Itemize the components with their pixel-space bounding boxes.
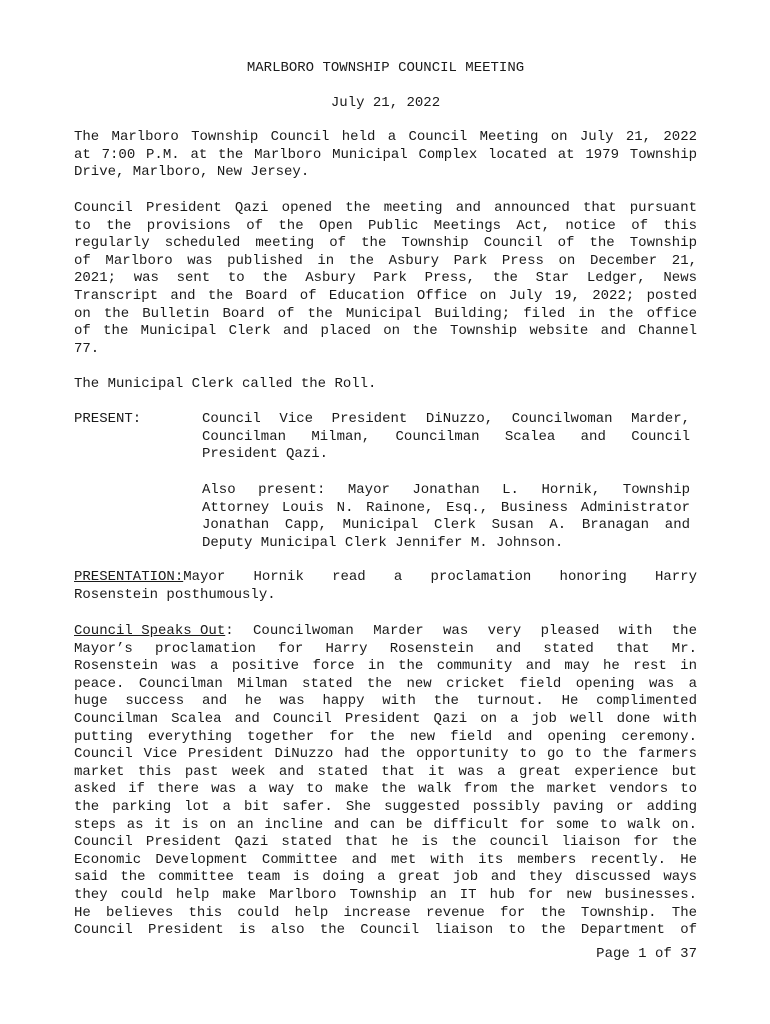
paragraph-line: 77. <box>74 340 100 357</box>
presentation-text: Mayor Hornik read a proclamation honoring Harry <box>183 569 697 585</box>
paragraph-line: peace. Councilman Milman stated the new cricket field opening was a <box>74 675 697 692</box>
paragraph-line: Drive, Marlboro, New Jersey. <box>74 164 310 181</box>
roll-call-line: The Municipal Clerk called the Roll. <box>74 376 377 392</box>
paragraph-line: said the committee team is doing a great job and they discussed ways <box>74 869 697 886</box>
paragraph-line: on the Bulletin Board of the Municipal Building; filed in the office <box>74 305 697 322</box>
paragraph-line: steps as it is on an incline and can be difficult for some to walk on. <box>74 816 697 833</box>
presentation-label: PRESENTATION: <box>74 569 184 585</box>
paragraph-line: Economic Development Committee and met with its members recently. He <box>74 851 697 868</box>
paragraph-line: of the Municipal Clerk and placed on the Township website and Channel <box>74 323 697 340</box>
speaks-out-label: Council Speaks Out <box>74 623 226 639</box>
paragraph-line: Council President Qazi stated that he is the council liaison for the <box>74 834 697 851</box>
document-title: MARLBORO TOWNSHIP COUNCIL MEETING <box>246 60 525 76</box>
present-list <box>202 411 690 464</box>
paragraph-line: Councilman Scalea and Council President Qazi on a job well done with <box>74 710 697 727</box>
speaks-out-text: : Councilwoman Marder was very pleased with the <box>225 623 697 639</box>
present-line: Councilman Milman, Councilman Scalea and Council <box>202 428 690 445</box>
also-present-line: Deputy Municipal Clerk Jennifer M. Johnson. <box>202 534 564 551</box>
meeting-date: July 21, 2022 <box>330 95 441 111</box>
paragraph-line: Council President is also the Council liaison to the Department of <box>74 922 697 939</box>
speaks-out-paragraph <box>74 623 697 940</box>
paragraph-line: the parking lot a bit safer. She suggested possibly paving or adding <box>74 798 697 815</box>
paragraph-line: market this past week and stated that it was a great experience but <box>74 763 697 780</box>
paragraph-line: to the provisions of the Open Public Meetings Act, notice of this <box>74 217 697 234</box>
paragraph-line: they could help make Marlboro Township an IT hub for new businesses. <box>74 886 697 903</box>
speaks-out-first-line <box>74 623 697 641</box>
paragraph-line: Transcript and the Board of Education Office on July 19, 2022; posted <box>74 287 697 304</box>
paragraph-line: Council President Qazi opened the meeting and announced that pursuant <box>74 200 697 216</box>
paragraph-line: huge success and he was happy with the turnout. He complimented <box>74 693 697 710</box>
present-label: PRESENT: <box>74 411 142 427</box>
also-present-line: Attorney Louis N. Rainone, Esq., Business Administrator <box>202 499 690 516</box>
present-line: President Qazi. <box>202 446 329 463</box>
paragraph-line: of Marlboro was published in the Asbury Park Press on December 21, <box>74 252 697 269</box>
presentation-line: Rosenstein posthumously. <box>74 586 276 603</box>
roll-call-text <box>74 376 697 394</box>
also-present-list <box>202 482 690 552</box>
presentation-paragraph <box>74 569 697 604</box>
paragraph-line: at 7:00 P.M. at the Marlboro Municipal Complex located at 1979 Township <box>74 146 697 163</box>
paragraph-line: Rosenstein was a positive force in the community and may he rest in <box>74 658 697 675</box>
paragraph-line: asked if there was a way to make the walk from the market vendors to <box>74 781 697 798</box>
paragraph-line: 2021; was sent to the Asbury Park Press, the Star Ledger, News <box>74 270 697 287</box>
paragraph-line: putting everything together for the new field and opening ceremony. <box>74 728 697 745</box>
opening-paragraph <box>74 200 697 358</box>
paragraph-line: He believes this could help increase revenue for the Township. The <box>74 904 697 921</box>
page-number: Page 1 of 37 <box>596 946 697 962</box>
also-present-line: Jonathan Capp, Municipal Clerk Susan A. Branagan and <box>202 517 690 534</box>
paragraph-line: regularly scheduled meeting of the Township Council of the Township <box>74 235 697 252</box>
also-present-line: Also present: Mayor Jonathan L. Hornik, Township <box>202 482 690 498</box>
paragraph-line: The Marlboro Township Council held a Council Meeting on July 21, 2022 <box>74 129 697 145</box>
intro-paragraph <box>74 129 697 182</box>
present-line: Council Vice President DiNuzzo, Councilwoman Marder, <box>202 411 690 427</box>
presentation-first-line <box>74 569 697 587</box>
paragraph-line: Council Vice President DiNuzzo had the opportunity to go to the farmers <box>74 746 697 763</box>
paragraph-line: Mayor’s proclamation for Harry Rosenstein and stated that Mr. <box>74 640 697 657</box>
